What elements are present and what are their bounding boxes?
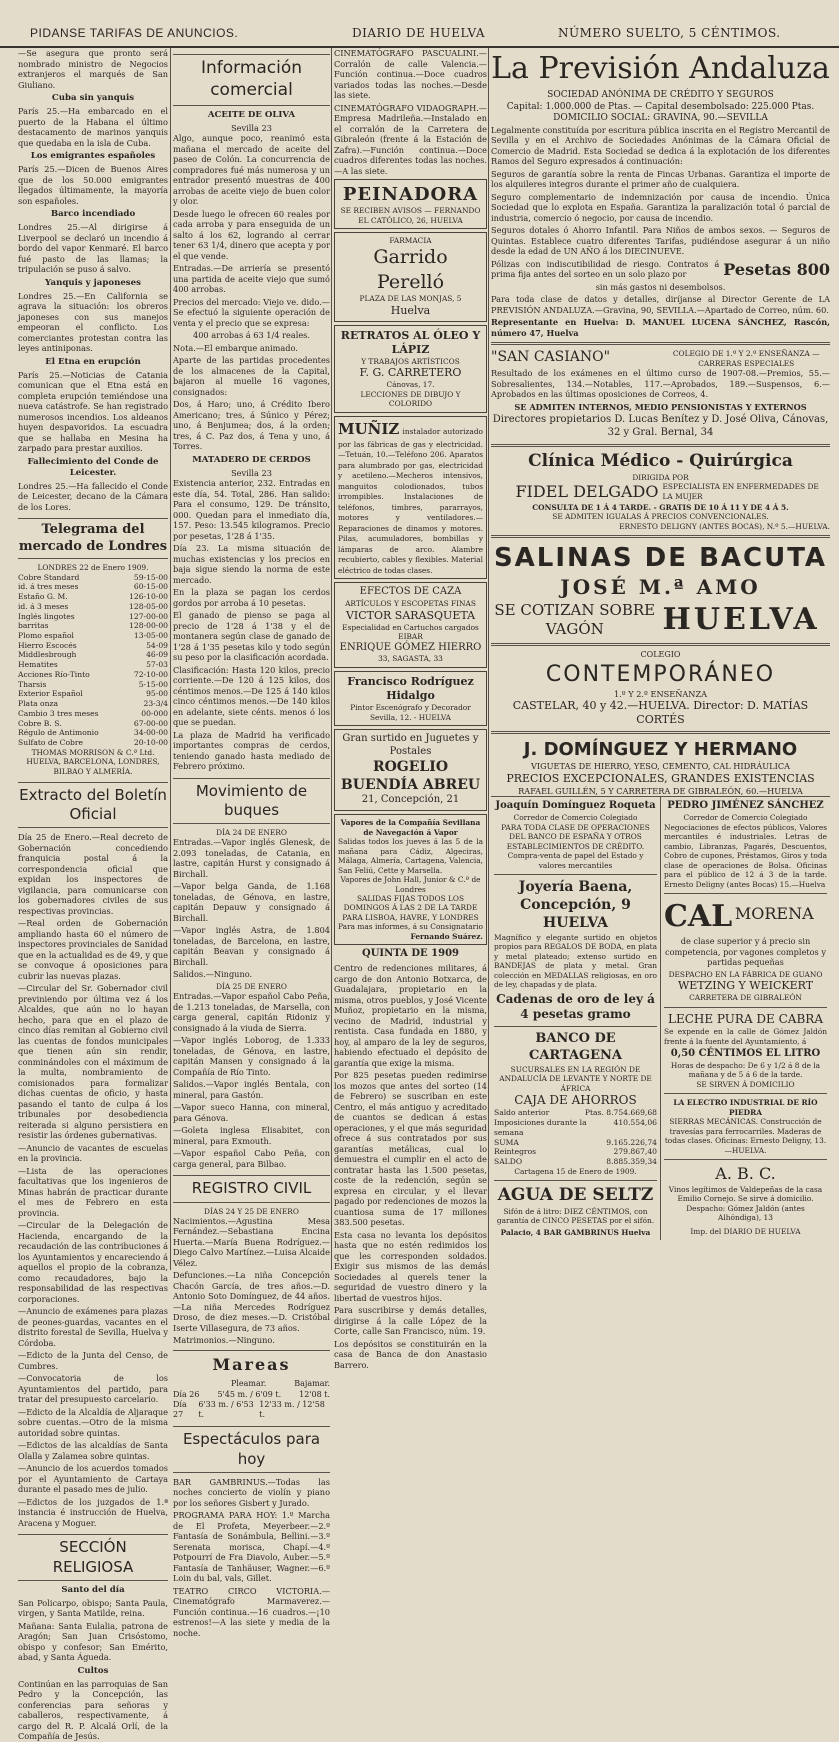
cerdos-text: El ganado de pienso se paga al precio de 1'28 á 1'38 y el de montanera según clase de ganado de 1'28 á 1'35 pesetas kilo y todo según su peso por la clasificación acordada. bbox=[173, 610, 330, 662]
buques-text: Entradas.—Vapor inglés Glenesk, de 2.093 toneladas, de Catania, en lastre, capitán Hurst y consignado á Birchall. bbox=[173, 837, 330, 879]
espect-text: PROGRAMA PARA HOY: 1.º Marcha de El Profeta, Meyerbeer.—2.º Fantasía de Sonámbula, Bellini.—3.º Serenata morisca, Chapí.—4.º Potpourrí de Fra Diavolo, Auber.—5.º Fantasía de Tanhäuser, Wagner.—6.º Loin du bal, vals, Gillet. bbox=[173, 1510, 330, 1584]
prevision-title: La Previsión Andaluza bbox=[491, 51, 830, 86]
aceite-text: Dos, á Haro; uno, á Crédito Ibero Americano; tres, á Súnico y Pérez; uno, á Benjumea; dos, á la orden; tres, á C. Paz dos, á Tena y uno, á Torres. bbox=[173, 399, 330, 451]
aceite-text: Nota.—El embarque animado. bbox=[173, 342, 298, 353]
market-row: Régulo de Antimonio 34-00-00 bbox=[18, 728, 168, 738]
caja-row: Imposiciones durante la semana 410.554,06 bbox=[494, 1118, 657, 1137]
ad-title: Francisco Rodríguez Hidalgo bbox=[347, 674, 474, 703]
ad-munoz bbox=[334, 416, 487, 580]
leche-title: LECHE PURA DE CABRA bbox=[667, 1011, 823, 1026]
santo-text: San Policarpo, obispo; Santa Paula, virgen, y Santa Matilde, reina. bbox=[18, 1597, 168, 1619]
ad-text: Gran surtido en Juguetes y Postales bbox=[342, 733, 479, 757]
dateline: DÍAS 24 Y 25 DE ENERO bbox=[204, 1206, 299, 1216]
ad-label: FARMACIA bbox=[389, 235, 432, 245]
leche-text: Se expende en la calle de Gómez Jaldón frente á la fuente del Ayuntamiento, á bbox=[664, 1027, 827, 1046]
buques-text: —Vapor inglés Astra, de 1.804 toneladas, de Barcelona, en lastre, capitán Beavan y consignado á Birchall. bbox=[173, 925, 330, 967]
divider bbox=[664, 1007, 827, 1008]
news-text: París 25.—Dicen de Buenos Aires que de los 50.000 emigrantes llegados últimamente, la mayoría son españoles. bbox=[18, 164, 168, 206]
boletin-title: Extracto del Boletín Oficial bbox=[18, 782, 168, 828]
masthead bbox=[0, 0, 839, 48]
ad-text: Huelva bbox=[390, 303, 431, 317]
prevision-text: Seguros dotales ó Ahorro Infantil. Para Niños de ambos sexos. — Seguros de Quintas. Establece cuatro diferentes Tarifas, pudiéndose asegurar á un niño desde la edad de UN AÑO á los DIECINUEVE. bbox=[491, 225, 830, 257]
prevision-text: Legalmente constituída por escritura pública inscrita en el Registro Mercantil de Sevilla y en el Archivo de Sociedades Anónimas de la Cámara Oficial de Comercio de Madrid. Esta Sociedad se dedica á la explotación de los diferentes Ramos del Seguro expresados á continuación: bbox=[491, 124, 830, 167]
pedro-name: PEDRO JIMÉNEZ SÁNCHEZ bbox=[667, 800, 824, 812]
joyeria-name: Joyería Baena, Concepción, 9 HUELVA bbox=[518, 879, 633, 931]
divider bbox=[491, 731, 830, 734]
registro-civil-title: REGISTRO CIVIL bbox=[173, 1175, 330, 1202]
joaquin-name: Joaquín Domínguez Roqueta bbox=[495, 800, 656, 812]
casiano-adm: SE ADMITEN INTERNOS, MEDIO PENSIONISTAS Y EXTERNOS bbox=[514, 401, 807, 412]
dateline: Sevilla 23 bbox=[231, 467, 272, 478]
market-row: Estaño G. M. 126-10-00 bbox=[18, 592, 168, 602]
ad-text: SE RECIBEN AVISOS — FERNANDO EL CATÓLICO, 26, HUELVA bbox=[340, 206, 481, 225]
buques-text: —Vapor belga Ganda, de 1.168 toneladas, de Génova, en lastre, capitán Depauw y consignado á Birchall. bbox=[173, 881, 330, 923]
boletin-text: —Lista de las operaciones facultativas que los ingenieros de Minas habrán de practicar durante el mes de Febrero en esta provincia. bbox=[18, 1165, 168, 1218]
boletin-text: —Anuncio de vacantes de escuelas en la provincia. bbox=[18, 1142, 168, 1164]
market-row: Hierro Escocés 54-09 bbox=[18, 640, 168, 650]
ad-hidalgo bbox=[334, 671, 487, 726]
joaquin-sub: Corredor de Comercio Colegiado bbox=[513, 813, 638, 823]
market-row: Exterior Español 95-00 bbox=[18, 689, 168, 699]
market-row: Plomo español 13-05-00 bbox=[18, 631, 168, 641]
ad-text: EIBAR bbox=[398, 632, 423, 642]
civil-text: Defunciones.—La niña Concepción Chacón García, de tres años.—D. Antonio Soto Domínguez, de 44 años.—La niña Mercedes Rodríguez Droso, de diez meses.—D. Cristóbal Iserte Villasegura, de 73 años. bbox=[173, 1270, 330, 1333]
quinta-text: Centro de redenciones militares, á cargo de don Antonio Botxarca, de Guadalajara, propietario en la misma, otros pueblos, y José Vicente Muñoz, propietario en la misma, vecino de Madrid, industrial y rentista. Casa fundada en 1880, y hoy, al amparo de la ley de seguros, habiendo efectuado el depósito de garantía que exige la misma. bbox=[334, 963, 487, 1068]
salinas-huelva: HUELVA bbox=[662, 601, 820, 637]
casiano-header bbox=[491, 349, 830, 368]
boletin-text: —Edictos de las alcaldías de Santa Olalla y Zalamea sobre quintas. bbox=[18, 1440, 168, 1461]
clinica-addr: ERNESTO DELIGNY (ANTES BOCAS), N.º 5.—HUELVA. bbox=[619, 521, 830, 531]
intro-text: —Se asegura que pronto será nombrado ministro de Negocios extranjeros el marqués de San Giuliano. bbox=[18, 48, 168, 90]
ad-text: Salidas todos los jueves á las 5 de la mañana para Cádiz, Algeciras, Málaga, Almería, Cartagena, Valencia, San Feliú, Cette y Marsella. bbox=[338, 837, 483, 875]
market-row: Cambio 3 tres meses 00-000 bbox=[18, 708, 168, 718]
ad-text: Fernando Suárez. bbox=[410, 931, 483, 941]
headline: El Etna en erupción bbox=[45, 356, 141, 367]
caja-row: Reintegros 279.867,40 bbox=[494, 1147, 657, 1157]
ad-text: 33, SAGASTA, 33 bbox=[378, 654, 443, 664]
luz-text: SIERRAS MECÁNICAS. Construcción de travesías para ferrocarriles. Maderas de todas clases. Oficinas: Ernesto Deligny, 13.—HUELVA. bbox=[664, 1117, 827, 1155]
ad-vapores bbox=[334, 814, 487, 945]
headline: Santo del día bbox=[61, 1584, 125, 1595]
telegrama-date: LONDRES 22 de Enero 1909. bbox=[37, 563, 149, 573]
clinica-esp: ESPECIALISTA EN ENFERMEDADES DE LA MUJER bbox=[662, 482, 819, 501]
headline: Fallecimiento del Conde de Leicester. bbox=[27, 456, 159, 478]
info-comercial-title: Información comercial bbox=[173, 54, 330, 106]
divider bbox=[491, 342, 830, 345]
cine-text: CINEMATÓGRAFO VIDAOGRAPH.—Empresa Madrileña.—Instalado en el corralón de la Carretera de Gibraleón (frente á la Estación de Zafra).—Función continua.—Doce cuadros diferentes todas las noches.—A las siete. bbox=[334, 102, 487, 176]
ad-text: Cánovas, 17. bbox=[386, 380, 435, 390]
joyeria-text: Magnífico y elegante surtido en objetos propios para REGALOS DE BODA, en plata y metal plateado; extenso surtido en BANDEJAS de plata y metal. Gran colección en MEDALLAS religiosas, en oro de ley, chapadas y de plata. bbox=[494, 932, 657, 990]
divider bbox=[664, 1093, 827, 1094]
buques-title: Movimiento de buques bbox=[173, 778, 330, 824]
cerdos-text: Clasificación: Hasta 120 kilos, precio corriente.—De 120 á 125 kilos, dos céntimos menos.—De 125 á 140 kilos cinco céntimos menos.—De 140 kilos en adelante, siete cénts. menos ó los que se puedan. bbox=[173, 664, 330, 727]
mareas-row: Día 26 5'45 m. / 6'09 t. 12'08 t. bbox=[173, 1389, 330, 1399]
ad-text: Sevilla, 12. - HUELVA bbox=[369, 712, 452, 722]
bottom-split bbox=[491, 796, 830, 1240]
jdom-precios: PRECIOS EXCEPCIONALES, GRANDES EXISTENCIAS bbox=[506, 771, 815, 785]
espect-text: BAR GAMBRINUS.—Todas las noches concierto de violín y piano por los señores Gisbert y Jurado. bbox=[173, 1476, 330, 1508]
salinas-row bbox=[491, 601, 830, 639]
divider bbox=[491, 535, 830, 538]
ad-title: ROGELIO BUENDÍA ABREU bbox=[340, 758, 481, 793]
news-text: Londres 25.—En California se agrava la situación: los obreros japoneses con sus manejos empeoran el conflicto. Los comerciantes protestan contra las leyes antiniponas. bbox=[18, 290, 168, 353]
cal-block bbox=[664, 898, 827, 936]
cal-addr: CARRETERA DE GIBRALEÓN bbox=[689, 993, 802, 1003]
headline: MATADERO DE CERDOS bbox=[192, 454, 311, 465]
market-row: Inglés lingotes 127-00-00 bbox=[18, 611, 168, 621]
dateline: DÍA 24 DE ENERO bbox=[216, 827, 287, 837]
ad-juguetes bbox=[334, 729, 487, 811]
dateline: DÍA 25 DE ENERO bbox=[216, 981, 287, 991]
aceite-text: Algo, aunque poco, reanimó esta mañana el mercado de aceite del paseo de Colón. La concurrencia de compradores fué más numerosa y un entrador presentó muestras de 400 arrobas de aceite viejo de buen color y olor. bbox=[173, 133, 330, 206]
jdom-addr: RAFAEL GUILLÉN, 5 Y CARRETERA DE GIBRALEÓN, 60.—HUELVA bbox=[518, 785, 803, 796]
manana-text: Mañana: Santa Eulalia, patrona de Aragón; San Juan Crisóstomo, obispo y confesor; San Emérito, abad, y Santa Águeda. bbox=[18, 1620, 168, 1663]
prevision-text: Pólizas con indiscutibilidad de riesgo. Contratos á prima fija antes del sorteo en un solo plazo por bbox=[491, 258, 720, 280]
boletin-text: —Real orden de Gobernación ampliando hasta 60 el número de inspectores provinciales de Sanidad que en la actualidad es de 49, y que se convoque á oposiciones para cubrir las nuevas plazas. bbox=[18, 918, 168, 981]
colegio-dir: CASTELAR, 40 y 42.—HUELVA. Director: D. MATÍAS CORTÉS bbox=[512, 699, 809, 727]
ad-title: Garrido Perelló bbox=[373, 246, 448, 293]
boletin-text: —Edicto de la Junta del Censo, de Cumbres. bbox=[18, 1350, 168, 1371]
mareas-row: Día 27 6'33 m. / 6'53 t. 12'33 m. / 12'58 t. bbox=[173, 1399, 325, 1420]
prevision-capital: Capital: 1.000.000 de Ptas. — Capital desembolsado: 225.000 Ptas. bbox=[506, 101, 815, 112]
colegio-pre: COLEGIO bbox=[640, 650, 681, 660]
banco-title: BANCO DE CARTAGENA bbox=[528, 1031, 623, 1063]
boletin-text: —Anuncio de los acuerdos tomados por el Ayuntamiento de Cartaya durante el pasado mes de julio. bbox=[18, 1463, 168, 1495]
cal-desp: DESPACHO EN LA FÁBRICA DE GUANO bbox=[668, 969, 823, 979]
divider bbox=[173, 1350, 330, 1351]
leche-price: 0,50 CÉNTIMOS EL LITRO bbox=[670, 1048, 821, 1060]
buques-text: —Vapor sueco Hanna, con mineral, para Génova. bbox=[173, 1102, 330, 1123]
cal-firm: WETZING Y WEICKERT bbox=[677, 979, 814, 993]
agua-addr: Palacio, 4 BAR GAMBRINUS Huelva bbox=[500, 1227, 651, 1237]
casiano-title: "SAN CASIANO" bbox=[491, 349, 611, 366]
clinica-title: Clínica Médico - Quirúrgica bbox=[528, 450, 793, 471]
clinica-sub: DIRIGIDA POR bbox=[632, 472, 689, 482]
salinas-jose: JOSÉ M.ª AMO bbox=[560, 575, 761, 600]
market-row: Acciones Río-Tinto 72-10-00 bbox=[18, 669, 168, 679]
masthead-right: NÚMERO SUELTO, 5 CÉNTIMOS. bbox=[558, 26, 781, 40]
prevision-price: Pesetas 800 bbox=[723, 260, 830, 280]
headline: Cultos bbox=[77, 1665, 109, 1676]
aceite-text: Aparte de las partidas procedentes de los almacenes de la Capital, bajaron al muelle 16 vagones, consignados: bbox=[173, 355, 330, 397]
mareas-header: Pleamar. Bajamar. bbox=[230, 1379, 330, 1389]
market-cities: HUELVA, BARCELONA, LONDRES, BILBAO Y ALMERÍA. bbox=[26, 757, 160, 776]
ad-retratos bbox=[334, 325, 487, 413]
news-text: Londres 25.—Ha fallecido el Conde de Leicester, decano de la Cámara de los Lores. bbox=[18, 480, 168, 512]
colegio-sub: 1.º Y 2.º ENSEÑANZA bbox=[613, 688, 708, 699]
prevision-sub: SOCIEDAD ANÓNIMA DE CRÉDITO Y SEGUROS bbox=[547, 90, 774, 101]
market-row: Hematites 57-03 bbox=[18, 660, 168, 670]
telegrama-title: Telegrama del mercado de Londres bbox=[18, 518, 168, 559]
ad-text: instalador autorizado por las fábricas de gas y electricidad.—Tetuán, 10.—Teléfono 206. Aparatos para alumbrado por gas, electricidad y acetileno.—Mecheros intensivos, manguitos colodionados, tubos irrompibles. Instalaciones de teléfonos, timbres, pararrayos, motores y ventiladores.—Reparaciones de dinamos y motores. Pilas, acumuladores, bombillas y lámparas de arco. Alambre recubierto, cables y flexibles. Material eléctrico de todas clases. bbox=[338, 426, 484, 575]
ad-text: ARTÍCULOS Y ESCOPETAS FINAS bbox=[345, 599, 476, 609]
ad-text: Pintor Escenógrafo y Decorador bbox=[350, 703, 471, 713]
bottom-right bbox=[661, 797, 830, 1240]
imprenta: Imp. del DIARIO DE HUELVA bbox=[690, 1226, 801, 1236]
headline: Cuba sin yanquis bbox=[51, 93, 135, 103]
buques-text: —Vapor inglés Loborog, de 1.333 toneladas, de Génova, en lastre, capitán Mansen y consignado á la Compañía de Río Tinto. bbox=[173, 1035, 330, 1077]
religiosa-title: SECCIÓN RELIGIOSA bbox=[18, 1534, 168, 1580]
column-rule bbox=[170, 48, 171, 1270]
caja-date: Cartagena 15 de Enero de 1909. bbox=[514, 1166, 637, 1176]
espect-text: TEATRO CIRCO VICTORIA.—Cinematógrafo Marmaverez.—Función continua.—16 cuadros.—¡10 estrenos!—A las siete y media de la noche. bbox=[173, 1585, 330, 1638]
market-row: Sulfato de Cobre 20-10-00 bbox=[18, 737, 168, 747]
dateline: Sevilla 23 bbox=[231, 122, 272, 133]
jdom-title: J. DOMÍNGUEZ Y HERMANO bbox=[523, 739, 798, 761]
boletin-text: —Edicto de la Alcaldía de Aljaraque sobre cuentas.—Otro de la misma autoridad sobre quintas. bbox=[18, 1406, 168, 1438]
quinta-text: Los depósitos se constituirán en la casa de Banca de don Anastasio Barrero. bbox=[334, 1338, 487, 1370]
bottom-left bbox=[491, 797, 661, 1240]
buques-text: Salidos.—Vapor inglés Bentala, con mineral, para Gastón. bbox=[173, 1079, 330, 1100]
quinta-title: QUINTA DE 1909 bbox=[362, 948, 459, 960]
headline: Barco incendiado bbox=[50, 209, 136, 219]
market-row: id. á tres meses 60-15-00 bbox=[18, 582, 168, 592]
cultos-text: Continúan en las parroquias de San Pedro y la Concepción, las conferencias para señoras y caballeros, respectivamente, á cargo del R. P. Alcalá Orlí, de la Compañía de Jesús. bbox=[18, 1678, 168, 1742]
luz-title: LA ELECTRO INDUSTRIAL DE RÍO PIEDRA bbox=[673, 1098, 818, 1117]
ad-title: RETRATOS AL ÓLEO Y LÁPIZ bbox=[340, 328, 481, 356]
leche-dom: SE SIRVEN Á DOMICILIO bbox=[696, 1079, 795, 1089]
pedro-sub: Corredor de Comercio Colegiado bbox=[683, 813, 808, 823]
masthead-left: PIDANSE TARIFAS DE ANUNCIOS. bbox=[30, 26, 239, 40]
ad-text: VICTOR SARASQUETA bbox=[345, 608, 476, 622]
column-4 bbox=[491, 48, 830, 1270]
civil-text: Nacimientos.—Agustina Mesa Fernández.—Sebastiana Encina Huerta.—María Buena Rodríguez.—Diego Calvo Martínez.—Luisa Alcaide Vélez. bbox=[173, 1215, 330, 1268]
ad-title: EFECTOS DE CAZA bbox=[359, 586, 462, 598]
ad-title: PEINADORA bbox=[342, 184, 479, 205]
caja-row: SALDO 8.885.359,34 bbox=[494, 1156, 657, 1166]
leche-hours: Horas de despacho: De 6 y 1/2 á 8 de la mañana y de 5 á 6 de la tarde. bbox=[670, 1061, 821, 1080]
salinas-title: SALINAS DE BACUTA bbox=[493, 543, 828, 574]
abc-text: Vinos legítimos de Valdepeñas de la casa Emilio Cornejo. Se sirve á domicilio. Despacho: Gómez Jaldón (antes Alhóndiga), 13 bbox=[668, 1184, 823, 1223]
buques-text: —Goleta inglesa Elisabitet, con mineral, para Exmouth. bbox=[173, 1125, 330, 1146]
pedro-text: Negociaciones de efectos públicos, Valores mercantiles é industriales. Letras de cambio, Libranzas, Pagarés, Descuentos, Cobro de cupones, Préstamos, Giros y toda clase de operaciones de Bolsa. Oficinas para el público de 12 á 3 de la tarde. Ernesto Deligny (antes Bocas) 15.—Huelva bbox=[664, 822, 827, 889]
cal-text: de clase superior y á precio sin competencia, por vagones completos y partidas pequeñas bbox=[665, 936, 826, 968]
prevision-text: Seguros de garantía sobre la renta de Fincas Urbanas. Garantiza el importe de los alquileres integros durante el primer año de cualquiera. bbox=[491, 168, 830, 190]
prevision-text: Seguro complementario de indemnización por causa de incendio. Única Sociedad que lo explota en España. Garantiza la paralización total ó parcial de industria, comercio ó negocio, por causa de incendio. bbox=[491, 191, 830, 223]
market-row: Tharsis 5-15-00 bbox=[18, 679, 168, 689]
masthead-title: DIARIO DE HUELVA bbox=[352, 26, 486, 40]
ad-text: SALIDAS FIJAS TODOS LOS DOMINGOS Á LAS 2 DE LA TARDE PARA LISBOA, HAVRE, Y LONDRES bbox=[342, 894, 479, 922]
market-row: Cobre Standard 59-15-00 bbox=[18, 572, 168, 582]
boletin-text: —Convocatoria de los Ayuntamientos del partido, para tratar del presupuesto carcelario. bbox=[18, 1373, 168, 1405]
buques-text: —Vapor español Cabo Peña, con carga general, para Bilbao. bbox=[173, 1148, 330, 1169]
casiano-text: Resultado de los exámenes en el último curso de 1907-08.—Premios, 55.—Sobresalientes, 134.—Notables, 117.—Aprobados, 189.—Suspensos, 6.—Aprobados en las últimas oposiciones de Correos, 4. bbox=[491, 368, 830, 400]
jdom-text: VIGUETAS DE HIERRO, YESO, CEMENTO, CAL HIDRÁULICA bbox=[530, 761, 791, 772]
mareas-title: Mareas bbox=[212, 1354, 291, 1374]
divider bbox=[494, 1026, 657, 1027]
ad-text: LECCIONES DE DIBUJO Y COLORIDO bbox=[360, 389, 461, 409]
aceite-text: Desde luego le ofrecen 60 reales por cada arroba y para enseguida de un salto á los 62, logrando al cerrar tener 63 1/4, dinero que acepta y por el que vende. bbox=[173, 208, 330, 261]
ad-text: ENRIQUE GÓMEZ HIERRO bbox=[339, 641, 482, 653]
cerdos-text: En la plaza se pagan los cerdos gordos por arroba á 10 pesetas. bbox=[173, 587, 330, 608]
aceite-text: 400 arrobas á 63 1/4 reales. bbox=[193, 330, 310, 340]
caja-row: SUMA 9.165.226,74 bbox=[494, 1137, 657, 1147]
market-row: Cobre B. S. 67-00-00 bbox=[18, 718, 168, 728]
ad-title: Vapores de la Compañía Sevillana de Navegación á Vapor bbox=[340, 818, 481, 837]
buques-text: Salidos.—Ninguno. bbox=[173, 969, 253, 980]
divider bbox=[491, 643, 830, 646]
prevision-rep: Representante en Huelva: D. MANUEL LUCENA SÁNCHEZ, Rascón, número 47, Huelva bbox=[491, 317, 830, 338]
cine-text: CINEMATÓGRAFO PASCUALINI.—Corralón de calle Valencia.—Función continua.—Doce cuadros variados todas las noches.—Desde las siete. bbox=[334, 48, 487, 100]
boletin-text: —Edictos de los juzgados de 1.ª instancia é instrucción de Huelva, Aracena y Moguer. bbox=[18, 1496, 168, 1528]
divider bbox=[494, 874, 657, 875]
headline: Yanquis y japoneses bbox=[45, 277, 141, 288]
quinta-text: Por 825 pesetas pueden redimirse los mozos que antes del sorteo (14 de Febrero) se suscriban en este Centro, el más antiguo y acreditado de cuantos se dedican á estas operaciones, y el que más seguridad ofrece á sus contratados por sus garantías metálicas, cual lo demuestra el cumplir en el acto de contratar hasta las 1.500 pesetas, coste de la redención, según se expresa en circular, y el llevar pagado por redenciones de mozos la cuantiosa suma de 17 millones 383.500 pesetas. bbox=[334, 1070, 487, 1228]
cal-morena: MORENA bbox=[734, 904, 814, 924]
ad-title: MUÑIZ bbox=[338, 419, 400, 438]
aceite-text: Entradas.—De arriería se presentó una partida de aceite viejo que sumó 400 arrobas. bbox=[173, 263, 330, 294]
ad-text: 21, Concepción, 21 bbox=[361, 794, 460, 806]
buques-text: Entradas.—Vapor español Cabo Peña, de 1.213 toneladas, de Marsella, con carga general, capitán Ridoniz y consignado á la viuda de Sierra. bbox=[173, 991, 330, 1033]
agua-text: Sifón de á litro: DIEZ CÉNTIMOS, con garantía de CINCO PESETAS por el sifón. bbox=[496, 1206, 655, 1226]
ad-farmacia bbox=[334, 232, 487, 322]
ad-text: Para mas informes, á su Consignatario bbox=[338, 922, 483, 932]
ad-text: F. G. CARRETERO bbox=[359, 366, 462, 380]
news-text: París 25.—Noticias de Catania comunican que el Etna está en completa erupción temiéndose una nueva catástrofe. Se han registrado numerosos incendios. Los aldeanos huyen despavoridos. La escuadra que se hallaba en Mesina ha zarpado para prestar auxilios. bbox=[18, 369, 168, 453]
agua-title: AGUA DE SELTZ bbox=[497, 1185, 654, 1206]
cerdos-text: La plaza de Madrid ha verificado importantes compras de cerdos, teniendo ganado hasta mediado de Febrero próximo. bbox=[173, 729, 330, 771]
ad-text: Especialidad en Cartuchos cargados bbox=[342, 622, 479, 632]
clinica-name-row bbox=[491, 482, 830, 502]
divider bbox=[664, 1159, 827, 1160]
cerdos-text: Existencia anterior, 232. Entradas en este día, 54. Total, 286. Han salido: Para el consumo, 129. De tránsito, 000. Quedan para el inmediato día, 157. Peso: 13.545 kilogramos. Precio por pesetas, 1'28 á 1'35. bbox=[173, 478, 330, 541]
prevision-domicilio: DOMICILIO SOCIAL: GRAVINA, 90.—SEVILLA bbox=[553, 113, 768, 124]
market-firm: THOMAS MORRISON & C.ª Ltd. bbox=[31, 747, 155, 757]
ad-text: Y TRABAJOS ARTÍSTICOS bbox=[361, 356, 460, 366]
casiano-dir: Directores propietarios D. Lucas Benítez y D. José Oliva, Cánovas, 32 y Gral. Bernal, 34 bbox=[492, 414, 829, 439]
ad-caza bbox=[334, 582, 487, 668]
news-text: Londres 25.—Al dirigirse á Liverpool se declaró un incendio á bordo del vapor Kenmaré. El barco fué pasto de las llamas; la tripulación se puso á salvo. bbox=[18, 222, 168, 274]
market-row: Middlesbrough 46-09 bbox=[18, 650, 168, 660]
civil-text: Matrimonios.—Ninguno. bbox=[173, 1335, 275, 1346]
ad-text: PLAZA DE LAS MONJAS, 5 bbox=[359, 294, 462, 304]
headline: ACEITE DE OLIVA bbox=[207, 109, 296, 120]
column-rule bbox=[488, 48, 489, 1270]
salinas-cot: SE COTIZAN SOBRE VAGÓN bbox=[494, 600, 656, 639]
column-1 bbox=[18, 48, 168, 1742]
market-table bbox=[18, 573, 168, 748]
abc-title: A. B. C. bbox=[715, 1164, 776, 1184]
market-row: Plata onza 23-3/4 bbox=[18, 699, 168, 709]
caja-row: Saldo anterior Ptas. 8.754.669,68 bbox=[494, 1108, 657, 1118]
clinica-ig: SE ADMITEN IGUALAS Á PRECIOS CONVENCIONALES. bbox=[552, 512, 769, 522]
casiano-sub: COLEGIO DE 1.º Y 2.º ENSEÑANZA — CARRERAS ESPECIALES bbox=[672, 349, 820, 368]
column-3 bbox=[334, 48, 487, 1370]
divider bbox=[491, 444, 830, 447]
market-row: barritas 128-00-00 bbox=[18, 621, 168, 631]
prevision-text: Para toda clase de datos y detalles, diríjanse al Director Gerente de LA PREVISIÓN ANDALUZA.—Gravina, 90, SEVILLA.—Apartado de Correo, núm. 60. bbox=[491, 294, 830, 315]
boletin-text: —Circular de la Delegación de Hacienda, encargando de la recaudación de las contribuciones á los Ayuntamientos y encareciendo á aquellos el propio de la cobranza, como recaudadores, bajo la responsabilidad de las respectivas corporaciones. bbox=[18, 1220, 168, 1304]
ad-text: Vapores de John Hall, Junior & C.ª de Londres bbox=[340, 875, 481, 894]
joaquin-text: PARA TODA CLASE DE OPERACIONES DEL BANCO DE ESPAÑA Y OTROS ESTABLECIMIENTOS DE CRÉDITO. Compra-venta de papel del Estado y valores mercantiles bbox=[501, 822, 650, 870]
clinica-name: FIDEL DELGADO bbox=[515, 482, 659, 502]
banco-text: SUCURSALES EN LA REGIÓN DE ANDALUCÍA DE LEVANTE Y NORTE DE ÁFRICA bbox=[499, 1064, 652, 1093]
clinica-cons: CONSULTA DE 1 Á 4 TARDE. - GRATIS DE 10 Á 11 Y DE 4 Á 5. bbox=[532, 502, 789, 512]
quinta-text: Esta casa no levanta los depósitos hasta que no estén redimidos los que les corresponden soldados. Exigir sus mismos de las demás Sociedades al querels tener la seguridad de vuestro dinero y la libertad de vuestros hijos. bbox=[334, 1229, 487, 1303]
news-text: París 25.—Ha embarcado en el puerto de la Habana el último destacamento de marinos yanquis que quedaba en la isla de Cuba. bbox=[18, 106, 168, 148]
espectaculos-title: Espectáculos para hoy bbox=[173, 1426, 330, 1472]
divider bbox=[494, 1180, 657, 1181]
prevision-text: sin más gastos ni desembolsos. bbox=[595, 281, 726, 292]
quinta-text: Para suscribirse y demás detalles, dirigirse á la calle López de la Corte, calle San Francisco, núm. 19. bbox=[334, 1305, 487, 1337]
boletin-text: Día 25 de Enero.—Real decreto de Gobernación concediendo franquicia postal á la correspondencia oficial que expidan los inspectores de vigilancia, para comunicarse con los gobernadores civiles de sus respectivas provincias. bbox=[18, 832, 168, 916]
aceite-text: Precios del mercado: Viejo ve. dido.—Se efectuó la siguiente operación de venta y el precio que se expresa: bbox=[173, 296, 330, 328]
cal-title: CAL bbox=[664, 899, 733, 935]
caja-title: CAJA DE AHORROS bbox=[514, 1092, 637, 1107]
divider bbox=[664, 893, 827, 894]
boletin-text: —Circular del Sr. Gobernador civil previniendo por última vez á los Alcaldes, que aún no lo hayan hecho, para que en el plazo de cinco días remitan al Gobierno civil las cuentas de fondos municipales que tienen aún sin rendir, conminándoles con el máximum de la multa, nombramiento de comisionados para formalizar dichas cuentas de oficio, y hasta pasando el tanto de culpa á los tribunales por desobediencia reiterada si alguno persistiera en resistir las órdenes gubernativas. bbox=[18, 983, 168, 1141]
ad-peinadora bbox=[334, 179, 487, 229]
cadenas-text: Cadenas de oro de ley á 4 pesetas gramo bbox=[496, 991, 655, 1021]
market-row: id. á 3 meses 128-05-00 bbox=[18, 601, 168, 611]
boletin-text: —Anuncio de exámenes para plazas de peones-guardas, vacantes en el distrito forestal de Sevilla, Huelva y Córdoba. bbox=[18, 1306, 168, 1348]
column-rule bbox=[331, 48, 332, 1270]
colegio-title: CONTEMPORÁNEO bbox=[545, 661, 776, 687]
headline: Los emigrantes españoles bbox=[30, 151, 156, 161]
cerdos-text: Día 23. La misma situación de muchas existencias y los precios en baja sigue siendo la norma de este mercado. bbox=[173, 543, 330, 585]
column-2 bbox=[173, 48, 330, 1638]
